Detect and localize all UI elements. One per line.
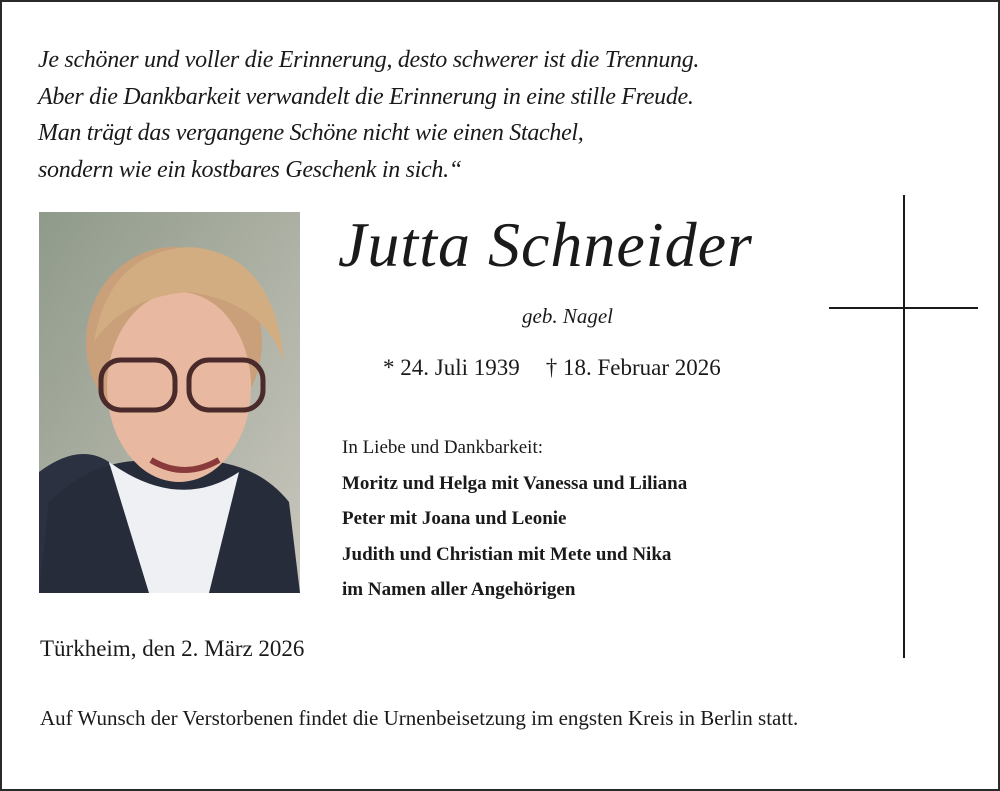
quote-line: sondern wie ein kostbares Geschenk in sich.“ (38, 156, 462, 183)
deceased-name: Jutta Schneider (338, 209, 753, 280)
mourner-line: Judith und Christian mit Mete und Nika (342, 543, 672, 565)
mourner-line: Moritz und Helga mit Vanessa und Liliana (342, 472, 688, 494)
cross-icon-bar (829, 307, 978, 309)
quote-line: Aber die Dankbarkeit verwandelt die Erinnerung in eine stille Freude. (38, 83, 694, 110)
birth-date: * 24. Juli 1939 (383, 355, 520, 380)
portrait-photo (39, 212, 300, 593)
quote-line: Je schöner und voller die Erinnerung, desto schwerer ist die Trennung. (38, 47, 700, 73)
mourners (342, 430, 687, 608)
mourner-line: im Namen aller Angehörigen (342, 579, 576, 600)
quote (38, 42, 699, 188)
quote-line: Man trägt das vergangene Schöne nicht wie einen Stachel, (38, 120, 584, 146)
life-dates (383, 355, 747, 381)
place-date: Türkheim, den 2. März 2026 (40, 636, 305, 661)
death-date: † 18. Februar 2026 (545, 355, 721, 380)
mourners-intro: In Liebe und Dankbarkeit: (342, 437, 544, 458)
maiden-name: geb. Nagel (522, 304, 613, 328)
cross-icon (903, 195, 905, 658)
burial-note: Auf Wunsch der Verstorbenen findet die Urnenbeisetzung im engsten Kreis in Berlin statt. (40, 706, 799, 730)
mourner-line: Peter mit Joana und Leonie (342, 508, 567, 529)
